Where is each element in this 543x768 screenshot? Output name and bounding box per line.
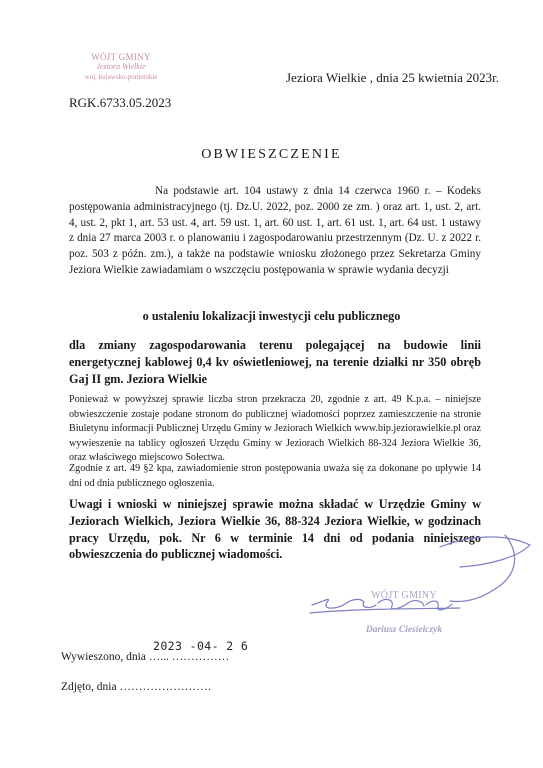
place-and-date: Jeziora Wielkie , dnia 25 kwietnia 2023r. xyxy=(286,70,499,85)
posted-date-line: Wywieszono, dnia …... …………… xyxy=(61,651,230,663)
investment-description: dla zmiany zagospodarowania terenu polegającej na budowie linii energetycznej kablowej 0,4 kv oświetleniowej, na terenie działki nr 350 obręb Gaj II gm. Jeziora Wielkie xyxy=(69,338,481,386)
signature-stamp xyxy=(344,590,464,635)
office-stamp xyxy=(66,52,176,82)
stamp-line-2: Jeziora Wielkie xyxy=(96,62,146,71)
decision-subheading: o ustaleniu lokalizacji inwestycji celu publicznego xyxy=(142,309,401,323)
comments-notice: Uwagi i wnioski w niniejszej sprawie można składać w Urzędzie Gminy w Jeziorach Wielkich, Jeziora Wielkie 36, 88-324 Jeziora Wielkie, w godzinach pracy Urzędu, pok. Nr 6 w terminie 14 dni od podania niniejszego obwieszczenia do publicznej wiadomości. xyxy=(69,497,481,562)
document-title: OBWIESZCZENIE xyxy=(201,147,342,162)
reference-number: RGK.6733.05.2023 xyxy=(69,95,172,110)
signatory-name: Dariusz Ciesielczyk xyxy=(365,625,443,635)
removed-date-line: Zdjęto, dnia …………………… xyxy=(61,681,212,693)
posted-date-stamp: 2023 -04- 2 6 xyxy=(153,639,249,653)
stamp-line-1: WÓJT GMINY xyxy=(91,52,151,62)
publication-paragraph: Ponieważ w powyższej sprawie liczba stron przekracza 20, zgodnie z art. 49 K.p.a. – niniejsze obwieszczenie zostaje podane stronom do publicznej wiadomości poprzez zamieszczenie na stronie Biuletynu informacji Publicznej Urzędu Gminy w Jeziorach Wielkich www.bip.jeziorawielkie.pl oraz wywieszenie na tablicy ogłoszeń Urzędu Gminy w Jeziorach Wielkich 88-324 Jeziora Wielkie 36, oraz właściwego miejscowo Sołectwa. xyxy=(69,394,481,463)
signature-stamp-title: WÓJT GMINY xyxy=(371,590,437,601)
stamp-line-3: woj. kujawsko-pomorskie xyxy=(84,73,158,81)
legal-basis-paragraph: Na podstawie art. 104 ustawy z dnia 14 czerwca 1960 r. – Kodeks postępowania administracyjnego (tj. Dz.U. 2022, poz. 2000 ze zm. ) oraz art. 1, ust. 2, art. 4, ust. 2, pkt 1, art. 53 ust. 4, art. 59 ust. 1, art. 60 ust. 1, art. 61 ust. 1, art. 64 ust. 1 ustawy z dnia 27 marca 2003 r. o planowaniu i zagospodarowaniu przestrzennym (Dz. U. z 2022 r. poz. 503 z późn. zm.), a także na podstawie wniosku złożonego przez Sekretarza Gminy Jeziora Wielkie zawiadamiam o wszczęciu postępowania w sprawie wydania decyzji xyxy=(69,185,481,276)
notification-paragraph: Zgodnie z art. 49 §2 kpa, zawiadomienie stron postępowania uważa się za dokonane po upływie 14 dni od dnia publicznego ogłoszenia. xyxy=(69,463,481,489)
